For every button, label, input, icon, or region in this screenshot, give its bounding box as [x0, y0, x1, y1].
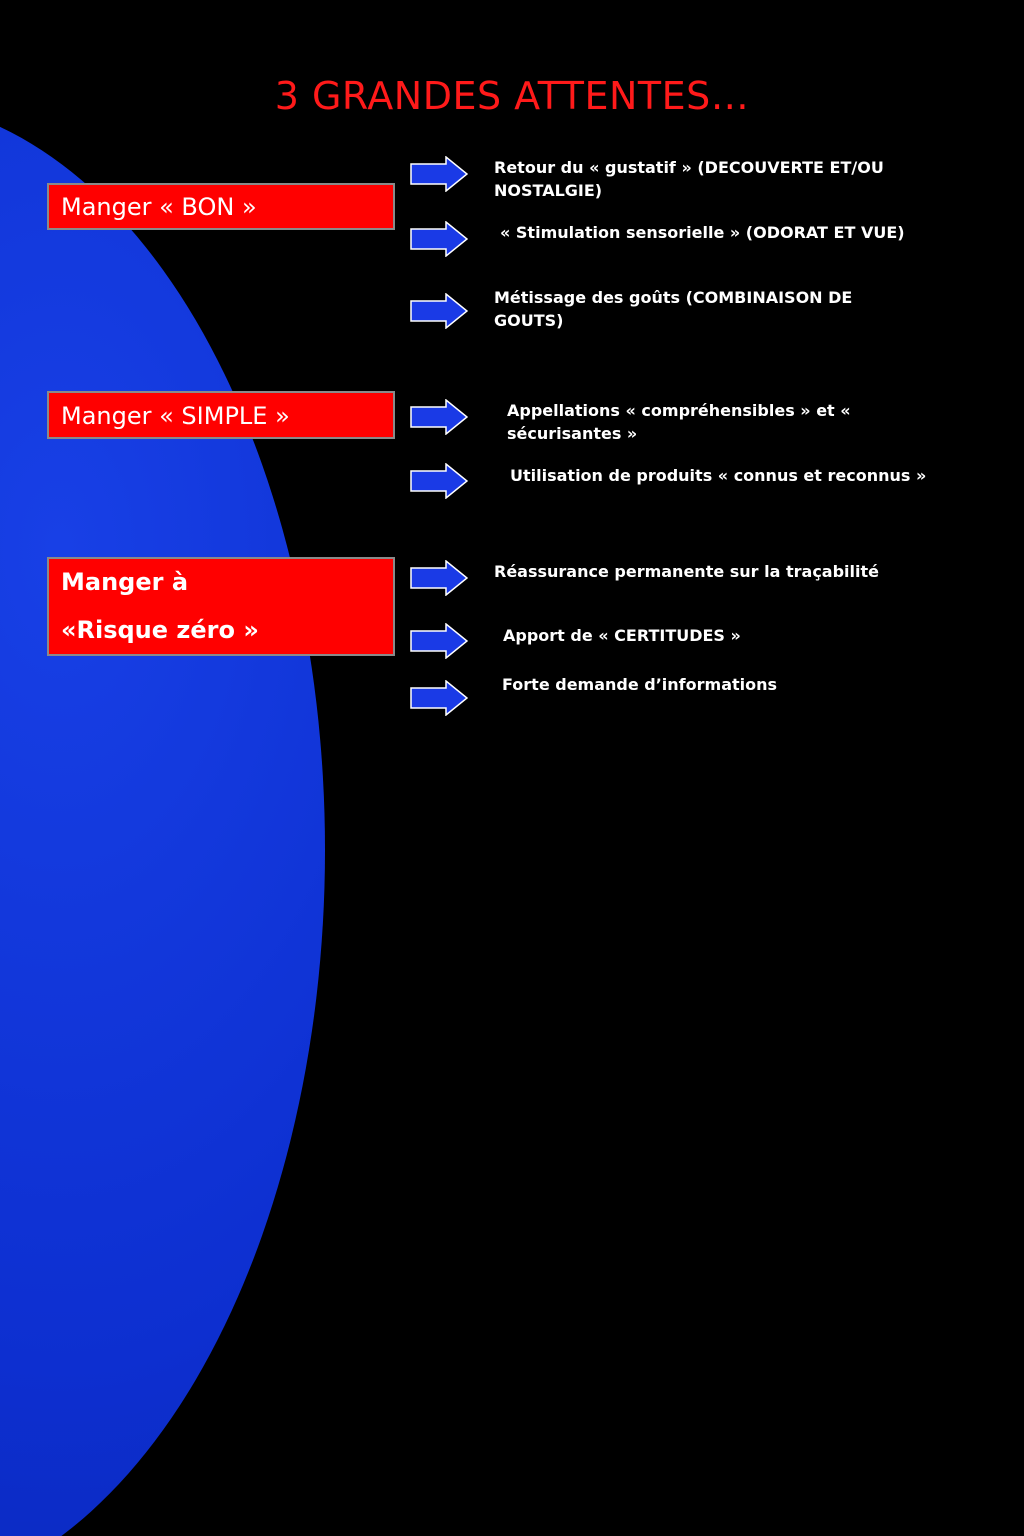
item-text: Métissage des goûts (COMBINAISON DE GOUTS) — [494, 288, 853, 330]
item-text: Utilisation de produits « connus et reconnus » — [510, 466, 927, 485]
item-text: Apport de « CERTITUDES » — [503, 626, 741, 645]
right-arrow-icon — [410, 623, 468, 659]
right-arrow-icon — [410, 560, 468, 596]
right-arrow-icon — [410, 463, 468, 499]
category-label-line1: Manger à — [61, 568, 189, 596]
item-text: Retour du « gustatif » (DECOUVERTE ET/OU NOSTALGIE) — [494, 158, 884, 200]
right-arrow-icon — [410, 293, 468, 329]
right-arrow-icon — [410, 156, 468, 192]
category-box-simple — [47, 391, 395, 439]
category-label-bon: Manger « BON » — [61, 193, 257, 221]
right-arrow-icon — [410, 221, 468, 257]
category-box-bon — [47, 183, 395, 230]
item-text: « Stimulation sensorielle » (ODORAT ET VUE) — [500, 223, 905, 242]
right-arrow-icon — [410, 680, 468, 716]
item-text: Forte demande d’informations — [502, 675, 778, 694]
category-label-simple: Manger « SIMPLE » — [61, 402, 290, 430]
category-label-line2: «Risque zéro » — [61, 616, 259, 644]
background-arc — [0, 100, 325, 1536]
item-text: Appellations « compréhensibles » et « sécurisantes » — [507, 401, 851, 443]
right-arrow-icon — [410, 399, 468, 435]
category-box-risque-zero — [47, 557, 395, 656]
item-text: Réassurance permanente sur la traçabilité — [494, 562, 880, 581]
slide-title: 3 GRANDES ATTENTES… — [274, 74, 750, 118]
